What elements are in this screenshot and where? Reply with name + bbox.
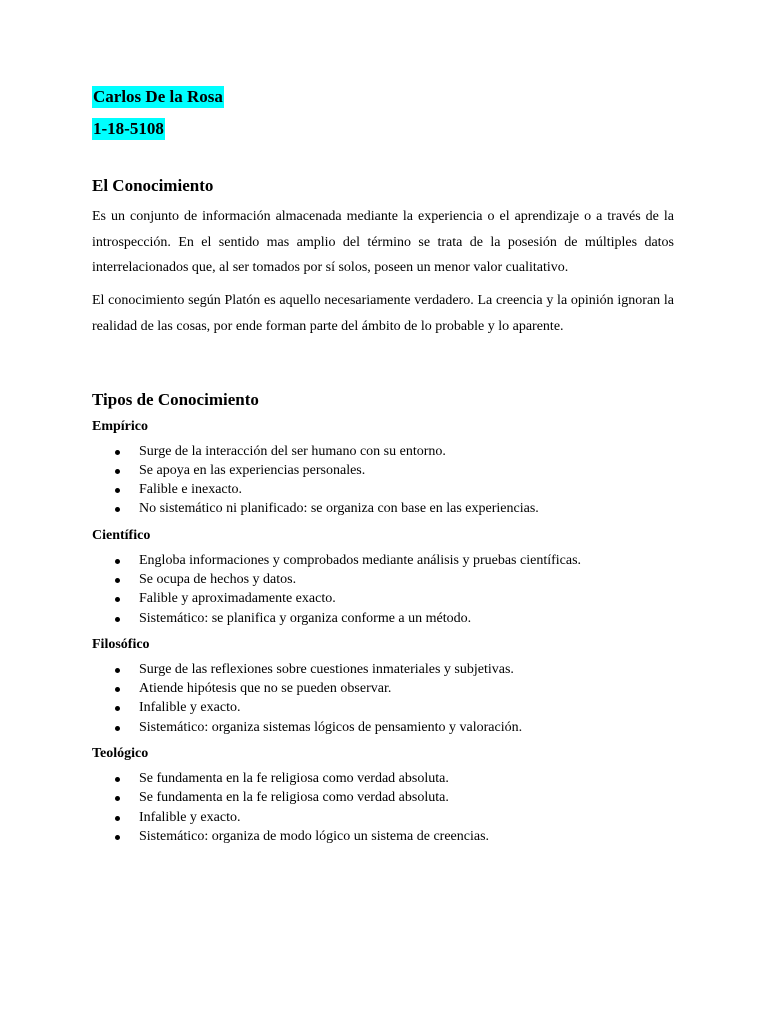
list-teologico bbox=[92, 769, 674, 846]
bullet-icon bbox=[115, 668, 120, 673]
list-item-text: Infalible y exacto. bbox=[139, 809, 241, 825]
bullet-icon bbox=[115, 469, 120, 474]
list-item bbox=[92, 499, 674, 518]
list-item-text: Se ocupa de hechos y datos. bbox=[139, 572, 297, 587]
section-heading-conocimiento: El Conocimiento bbox=[92, 176, 214, 195]
list-item bbox=[92, 769, 674, 788]
subheading-filosofico: Filosófico bbox=[92, 636, 150, 652]
list-item-text: Atiende hipótesis que no se pueden observar. bbox=[139, 681, 392, 697]
list-item-text: Surge de la interacción del ser humano con su entorno. bbox=[139, 443, 446, 459]
bullet-icon bbox=[115, 835, 120, 840]
subheading-empirico: Empírico bbox=[92, 418, 148, 434]
subheading-teologico: Teológico bbox=[92, 746, 149, 762]
list-item bbox=[92, 551, 674, 570]
list-item-text: Engloba informaciones y comprobados mediante análisis y pruebas científicas. bbox=[139, 552, 582, 568]
list-item bbox=[92, 570, 674, 589]
list-item-text: Infalible y exacto. bbox=[139, 700, 241, 716]
bullet-icon bbox=[115, 726, 120, 731]
bullet-icon bbox=[115, 488, 120, 493]
list-item-text: Sistemático: se planifica y organiza conforme a un método. bbox=[139, 610, 472, 626]
list-item bbox=[92, 808, 674, 827]
list-item bbox=[92, 480, 674, 499]
list-item bbox=[92, 589, 674, 608]
list-item bbox=[92, 461, 674, 480]
bullet-icon bbox=[115, 687, 120, 692]
list-item-text: Surge de las reflexiones sobre cuestiones inmateriales y subjetivas. bbox=[139, 661, 514, 677]
list-item-text: Se fundamenta en la fe religiosa como verdad absoluta. bbox=[139, 771, 449, 787]
list-item-text: No sistemático ni planificado: se organiza con base en las experiencias. bbox=[139, 501, 539, 517]
paragraph-definicion: Es un conjunto de información almacenada mediante la experiencia o el aprendizaje o a través de la introspección. En el sentido mas amplio del término se trata de la posesión de múltiples datos interrelacionados que, al ser tomados por sí solos, poseen un menor valor cualitativo. bbox=[92, 209, 674, 276]
bullet-icon bbox=[115, 706, 120, 711]
list-item bbox=[92, 718, 674, 737]
bullet-icon bbox=[115, 559, 120, 564]
subheading-cientifico: Científico bbox=[92, 527, 151, 543]
bullet-icon bbox=[115, 578, 120, 583]
list-item bbox=[92, 660, 674, 679]
author-name: Carlos De la Rosa bbox=[93, 87, 223, 106]
list-empirico bbox=[92, 442, 674, 519]
section-heading-tipos: Tipos de Conocimiento bbox=[92, 389, 259, 409]
bullet-icon bbox=[115, 816, 120, 821]
bullet-icon bbox=[115, 617, 120, 622]
list-item bbox=[92, 827, 674, 846]
bullet-icon bbox=[115, 450, 120, 455]
list-item-text: Sistemático: organiza sistemas lógicos de pensamiento y valoración. bbox=[139, 719, 523, 735]
bullet-icon bbox=[115, 507, 120, 512]
list-item-text: Falible e inexacto. bbox=[139, 482, 243, 498]
author-id: 1-18-5108 bbox=[93, 119, 164, 138]
author-id-line bbox=[92, 118, 674, 140]
list-item bbox=[92, 788, 674, 807]
author-name-line bbox=[92, 86, 674, 108]
list-item bbox=[92, 698, 674, 717]
bullet-icon bbox=[115, 777, 120, 782]
list-cientifico bbox=[92, 551, 674, 628]
bullet-icon bbox=[115, 796, 120, 801]
list-item-text: Se apoya en las experiencias personales. bbox=[139, 462, 366, 478]
bullet-icon bbox=[115, 597, 120, 602]
paragraph-platon: El conocimiento según Platón es aquello necesariamente verdadero. La creencia y la opinión ignoran la realidad de las cosas, por ende forman parte del ámbito de lo probable y lo aparente. bbox=[92, 293, 674, 334]
list-item-text: Falible y aproximadamente exacto. bbox=[139, 591, 336, 607]
list-item bbox=[92, 679, 674, 698]
list-item-text: Se fundamenta en la fe religiosa como verdad absoluta. bbox=[139, 790, 449, 806]
list-filosofico bbox=[92, 660, 674, 737]
list-item bbox=[92, 609, 674, 628]
list-item-text: Sistemático: organiza de modo lógico un sistema de creencias. bbox=[139, 828, 490, 844]
list-item bbox=[92, 442, 674, 461]
